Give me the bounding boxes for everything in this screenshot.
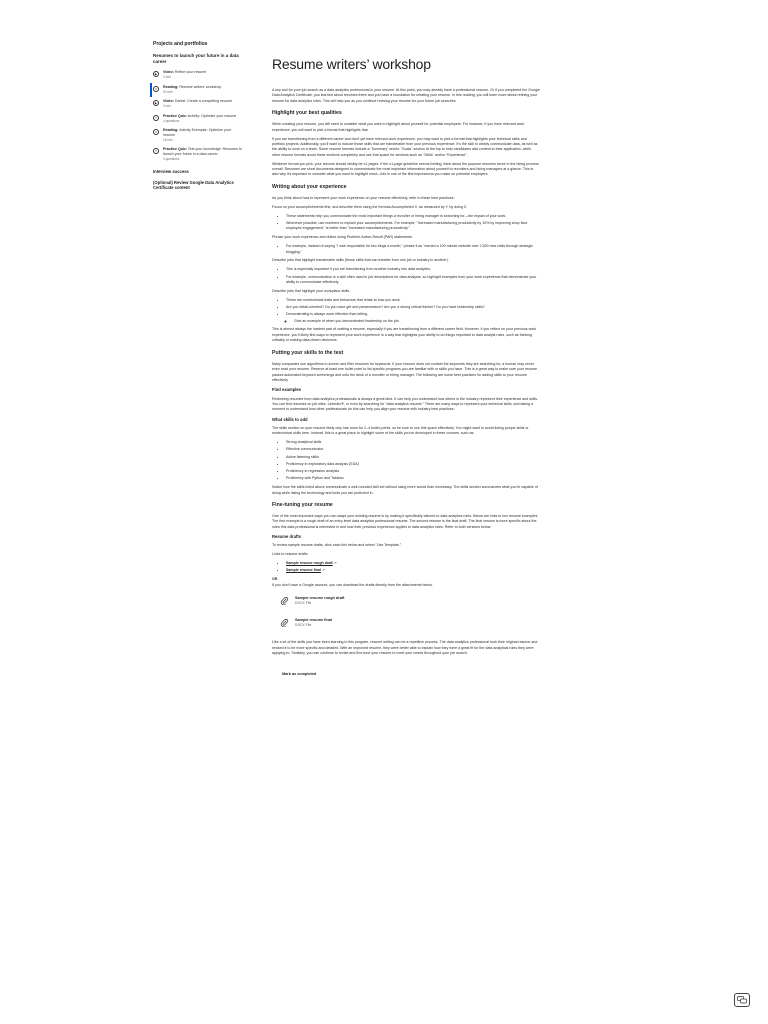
- sidebar-item-meta: 2 min: [163, 104, 171, 109]
- list-item: [286, 312, 540, 324]
- sidebar-item-label: Daniel: Create a compelling resume: [174, 99, 233, 104]
- external-link-icon: ↗: [333, 561, 337, 566]
- sidebar-section-title[interactable]: Projects and portfolios: [153, 41, 208, 47]
- chat-button[interactable]: [734, 993, 750, 1007]
- paragraph: If you don't have a Google account, you can download the drafts directly from the attachments below.: [272, 582, 433, 587]
- list-item: • Proficiency in regression analysis: [286, 469, 540, 474]
- attachment-name[interactable]: Sample resume rough draft: [295, 596, 345, 601]
- chat-icon: [737, 996, 747, 1004]
- sidebar-item-label: Resume writers' workshop: [179, 84, 222, 89]
- play-icon: ▶: [154, 72, 158, 77]
- paragraph: Focus on your accomplishments first, and describe them using the formula Accomplished X, as measured by Y, by doing Z.: [272, 204, 468, 209]
- sidebar-item-resume-workshop[interactable]: [150, 83, 242, 98]
- paperclip-icon: [280, 618, 289, 627]
- bullet-list: [272, 298, 540, 324]
- paragraph: If you are transitioning from a different career and don't yet have relevant work experience, you may want to pick a format that highlights your technical skills and portfolio projects. Additionally, you'll want to include those skills that are transferable from your previous experience. It's the skill to clearly communicate data, as well as the ability to work on a team. Some resume formats include a "Summary" and/or "Goals" section at the top to help candidates add context to their application, while other resume formats avoid these sections completely and use that space for sections such as "Skills" and/or "Experience".: [272, 136, 538, 157]
- paragraph: Reviewing resumes from data analytics professionals is always a great idea. It can help you understand how others in the industry represent their experience and skills. You can find resumes on job sites, LinkedIn®, or even by searching for "data analytics resume." There are many ways to represent your technical skills, and taking a moment to understand how other professionals do this can help you align your resume with industry best practices.: [272, 396, 539, 412]
- section-heading: Putting your skills to the test: [272, 349, 344, 356]
- paragraph: The skills section on your resume likely only has room for 2–4 bullet points, so be sure to use this space effectively. You might want to avoid listing people skills or nontechnical skills here. Instead, this is a great place to highlight some of the skills you've developed in these courses, such as:: [272, 425, 529, 436]
- paragraph: Links to resume drafts:: [272, 552, 309, 557]
- list-item: • Whenever possible, use numbers to explain your accomplishments. For example, "Increased manufacturing productivity by 10% by improving shop floor employee engagement," is better than "Increased manufacturing productivity.": [286, 221, 540, 232]
- sidebar-item-type: Practice Quiz:: [163, 113, 187, 118]
- mark-as-completed-button[interactable]: Mark as completed: [282, 671, 317, 676]
- sidebar-item-meta: 2 min: [163, 75, 171, 80]
- paragraph: Notice how the skills listed above communicate a well-rounded skill set without using more words than necessary. The skills section summarizes what you're capable of doing while listing the technology and tools you are proficient in.: [272, 485, 538, 495]
- final-draft-link[interactable]: Sample resume final: [286, 568, 321, 573]
- section-heading: Highlight your best qualities: [272, 110, 342, 117]
- rough-draft-link[interactable]: Sample resume rough draft: [286, 561, 333, 566]
- sidebar-link-optional-review[interactable]: (Optional) Review Google Data Analytics Certificate content: [153, 179, 234, 191]
- list-item: • For example, instead of saying "I was responsible for two blogs a month," phrase it as "earned a 100 minute website over 2,500 new visits through strategic blogging.": [286, 244, 540, 255]
- sidebar-item-meta: 20 min: [163, 89, 173, 94]
- list-item: • Are you detail-oriented? Do you have grit and perseverance? Are you a strong critical thinker? Do you have leadership skills?: [286, 305, 540, 310]
- paragraph: One of the most important ways you can adapt your existing resume is by making it specifically tailored to data analytics roles. Below are links to two resume examples. The first example is a rough draft of an entry-level data analytics professional resume. The second resume is the final draft. The final version is more specific about the roles this data professional is interested in and how their previous experience applies to data analytics roles. Refer to both versions below.: [272, 513, 539, 529]
- skills-list: [272, 440, 540, 481]
- sidebar-item-label: Activity: Optimize your resume: [187, 113, 237, 118]
- paragraph: As you think about how to represent your work experience on your resume effectively, refer to these best practices:: [272, 195, 455, 200]
- paragraph: Phrase your work experience and duties using Problem-Action-Result (PAR) statements.: [272, 235, 413, 240]
- list-item: • These statements help you communicate the most important things a recruiter or hiring manager is searching for—the impact of your work.: [286, 214, 540, 219]
- paragraph: Many companies use algorithms to screen and filter resumes for keywords. If your resume does not contain the keywords they are searching for, a human may never even read your resume. Reserve at least one bullet point to list specific programs you are familiar with or skills you have. This is a great way to make sure your resume passes automated keyword screenings and onto the desk of a recruiter or hiring manager. The following are some best practices for adding skills to your resume effectively.: [272, 361, 537, 382]
- list-item: • Proficiency in exploratory data analysis (EDA): [286, 462, 540, 467]
- list-item: • This is especially important if you are transitioning from another industry into data analytics.: [286, 267, 540, 272]
- quiz-icon: ?: [153, 115, 159, 121]
- sidebar-item-type: Reading:: [163, 128, 179, 133]
- paperclip-icon: [280, 596, 289, 605]
- sidebar-item-type: Video:: [163, 99, 174, 104]
- sidebar-item-type: Reading:: [163, 84, 179, 89]
- attachment-rough-draft[interactable]: [280, 596, 540, 606]
- list-item: • Effective communicator: [286, 447, 540, 452]
- paragraph: When creating your resume, you will need to consider what you want to highlight about yourself for potential employers. For instance, if you have relevant work experience, you will want to pick a format that highlights that.: [272, 122, 525, 132]
- page-title: Resume writers’ workshop: [272, 56, 431, 72]
- subheading: Resume drafts: [272, 534, 302, 540]
- book-icon: ≡: [153, 86, 159, 92]
- paragraph: Describe jobs that highlight your workplace skills.: [272, 288, 351, 293]
- paragraph: Describe jobs that highlight transferable skills (those skills that can transfer from one job or industry to another).: [272, 258, 449, 263]
- attachment-name[interactable]: Sample resume final: [295, 618, 332, 623]
- sidebar-link-interview-success[interactable]: Interview success: [153, 169, 189, 175]
- paragraph: To review sample resume drafts, click each link below and select "Use Template.": [272, 543, 402, 548]
- list-item-text: Demonstrating is always more effective than telling.: [286, 312, 368, 317]
- list-item: • Active listening skills: [286, 455, 540, 460]
- list-item: • Strong analytical skills: [286, 440, 540, 445]
- external-link-icon: ↗: [321, 568, 325, 573]
- sidebar-item-daniel-video[interactable]: [150, 97, 242, 112]
- sidebar-item-type: Video:: [163, 70, 174, 75]
- course-sidebar: [150, 40, 242, 191]
- intro-paragraph: A key tool for your job search as a data analytics professional is your resume. At this point, you may already have a professional resume. Or if you completed the Google Data Analytics Certificate, you learned about resumes there and you have a foundation for creating your resume. In this reading, you will learn more about refining your resume for data analytics roles. This will help you as you continue revising your resume for your future job searches.: [272, 88, 540, 103]
- sidebar-item-label: Refine your resume: [174, 70, 207, 75]
- paragraph: Like a lot of the skills you have been learning in this program, resume writing can be a repetitive process. The data analytics professional took their original resume and revised it to be more specific and detailed. With an improved resume, they were better able to explain how they were a great fit for the data analytical roles they were applying to. Similarly, you can continue to revise and fine-tune your resume to meet your needs throughout your job search.: [272, 640, 538, 655]
- bullet-list: [272, 244, 540, 255]
- book-icon: ≡: [153, 129, 159, 135]
- reading-content: [272, 52, 540, 680]
- list-item: ◦ Give an example of when you demonstrated leadership on the job.: [294, 319, 540, 324]
- list-item: [286, 568, 540, 573]
- list-item: • Proficiency with Python and Tableau: [286, 476, 540, 481]
- sidebar-item-refine-resume[interactable]: [150, 68, 242, 83]
- attachment-type: DOCX File: [295, 601, 312, 606]
- draft-links-list: [272, 561, 540, 574]
- subheading: Find examples: [272, 387, 302, 393]
- sidebar-item-meta: 3 questions: [163, 156, 180, 161]
- attachment-type: DOCX File: [295, 623, 312, 628]
- attachment-final[interactable]: [280, 618, 540, 628]
- sidebar-item-meta: 15 min: [163, 137, 173, 142]
- sub-list: [286, 319, 540, 324]
- sidebar-item-knowledge-quiz[interactable]: [150, 145, 242, 164]
- sidebar-item-exemplar[interactable]: [150, 126, 242, 145]
- sidebar-item-label: Activity Exemplar: Optimize your resume: [163, 128, 231, 137]
- subheading: What skills to add: [272, 416, 308, 422]
- sidebar-item-label: Test your knowledge: Resumes to launch your future in a data career: [163, 147, 242, 156]
- play-icon: ▶: [154, 101, 158, 106]
- bullet-list: [272, 214, 540, 232]
- sidebar-module-title[interactable]: Resumes to launch your future in a data career: [153, 53, 239, 64]
- sidebar-item-meta: 4 questions: [163, 118, 180, 123]
- paragraph: Whatever format you pick, your resume should ideally be ≤1 pages. If the ≤1-page guideline seems limiting, think about the purpose resumes serve in the hiring process overall. Resumes are short documents designed to communicate the most important information about yourself to recruiters and hiring managers at a glance. This is also why it's important to consider what you want to highlight most—this is one of the first impressions you make on potential employers.: [272, 161, 539, 177]
- sidebar-item-type: Practice Quiz:: [163, 147, 187, 152]
- sidebar-item-optimize-quiz[interactable]: [150, 112, 242, 127]
- section-heading: Writing about your experience: [272, 183, 347, 190]
- section-heading: Fine-tuning your resume: [272, 501, 333, 508]
- quiz-icon: ?: [153, 148, 159, 154]
- list-item: • For example, communication is a skill often used in job descriptions for data analysts, so highlight examples from your work experience that demonstrate your ability to communicate effectively.: [286, 275, 540, 286]
- list-item: • These are nontechnical traits and behaviors that relate to how you work.: [286, 298, 540, 303]
- bullet-list: [272, 267, 540, 285]
- list-item: [286, 561, 540, 566]
- or-label: OR: [272, 577, 278, 582]
- paragraph: This is almost always the hardest part of crafting a resume, especially if you are transitioning from a different career field. However, if you reflect on your previous work experience, you'll likely find ways to represent your work experience in a way that highlights your ability to do things important to data analyst roles, such as thinking critically or making data-driven decisions.: [272, 327, 537, 343]
